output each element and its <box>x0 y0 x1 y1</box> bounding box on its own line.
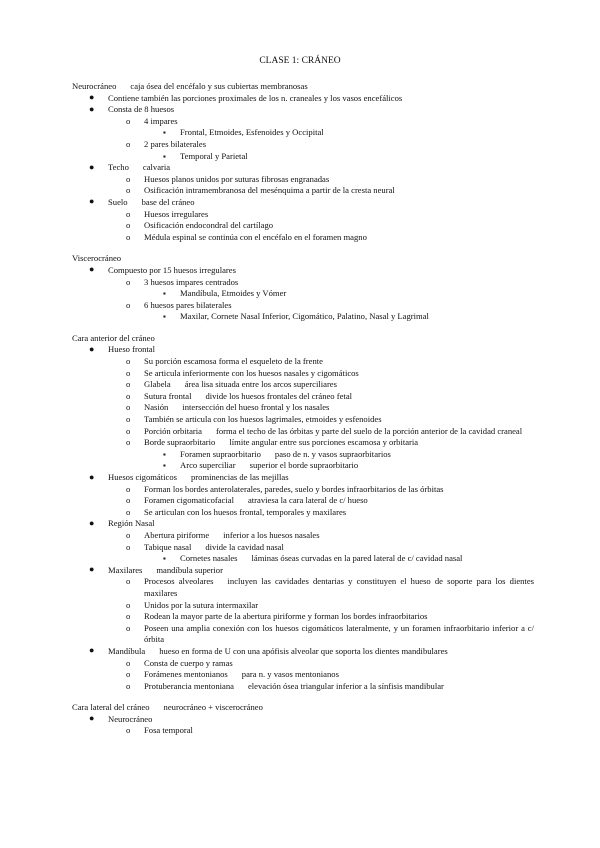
bullet-icon: ● <box>89 713 95 724</box>
circle-bullet-icon: o <box>126 622 131 633</box>
list-item: o Protuberancia mentoniana elevación ósea triangular inferior a la sínfisis mandibular <box>126 680 444 691</box>
list-item: ● Contiene también las porciones proximales de los n. craneales y los vasos encefálicos <box>89 92 403 103</box>
circle-bullet-icon: o <box>126 680 131 691</box>
circle-bullet-icon: o <box>126 576 131 587</box>
list-item: o Porción orbitaria forma el techo de las órbitas y parte del suelo de la porción anterior de la cavidad craneal <box>126 425 523 436</box>
list-item: o Poseen una amplia conexión con los huesos cigomáticos lateralmente, y un foramen infraorbitario inferior a c/ órbita <box>126 622 534 645</box>
square-bullet-icon: ▪ <box>163 449 166 459</box>
list-item: ▪ Mandíbula, Etmoides y Vómer <box>163 288 287 299</box>
circle-bullet-icon: o <box>126 379 131 390</box>
list-item: o Borde supraorbitario límite angular entre sus porciones escamosa y orbitaria <box>126 437 419 448</box>
circle-bullet-icon: o <box>126 299 131 310</box>
list-item: o Glabela área lisa situada entre los arcos superciliares <box>126 379 337 390</box>
list-item: ▪ Arco superciliar superior el borde supraorbitario <box>163 460 359 471</box>
list-item: o Sutura frontal divide los huesos frontales del cráneo fetal <box>126 390 353 401</box>
heading-label: Viscerocráneo <box>72 253 122 264</box>
list-item: o Fosa temporal <box>126 725 193 736</box>
circle-bullet-icon: o <box>126 669 131 680</box>
bullet-icon: ● <box>89 92 95 103</box>
circle-bullet-icon: o <box>126 276 131 287</box>
list-item: o Tabique nasal divide la cavidad nasal <box>126 541 284 552</box>
square-bullet-icon: ▪ <box>163 151 166 161</box>
heading-label: Neurocráneo <box>72 81 117 91</box>
list-item: o Procesos alveolares incluyen las cavidades dentarias y constituyen el hueso de soporte para los dientes maxilares <box>126 576 534 598</box>
section-heading-viscerocraneo <box>72 253 534 265</box>
list-item: o Foramen cigomaticofacial atraviesa la cara lateral de c/ hueso <box>126 495 368 506</box>
list-item: o Nasión intersección del hueso frontal y los nasales <box>126 402 330 413</box>
list-item: ● Hueso frontal <box>89 343 156 355</box>
bullet-icon: ● <box>89 161 95 172</box>
heading-desc: neurocráneo + viscerocráneo <box>163 702 263 713</box>
list-item: ● Mandíbula hueso en forma de U con una apófisis alveolar que soporta los dientes mandibulares <box>89 645 448 656</box>
list-item: ● Maxilares mandíbula superior <box>89 564 223 575</box>
notes-content <box>72 81 534 737</box>
list-item: o Se articula inferiormente con los huesos nasales y cigomáticos <box>126 367 359 378</box>
bullet-icon: ● <box>89 264 95 275</box>
list-item: ▪ Maxilar, Cornete Nasal Inferior, Cigomático, Palatino, Nasal y Lagrimal <box>163 311 429 322</box>
list-item: o Osificación intramembranosa del mesénquima a partir de la cresta neural <box>126 185 395 196</box>
square-bullet-icon: ▪ <box>163 128 166 138</box>
bullet-icon: ● <box>89 103 95 114</box>
bullet-icon: ● <box>89 343 95 354</box>
list-item: ● Huesos cigomáticos prominencias de las mejillas <box>89 471 289 482</box>
heading-desc: caja ósea del encéfalo y sus cubiertas membranosas <box>130 81 308 91</box>
list-item: o Se articulan con los huesos frontal, temporales y maxilares <box>126 506 347 517</box>
square-bullet-icon: ▪ <box>163 461 166 471</box>
circle-bullet-icon: o <box>126 657 131 668</box>
list-viscerocraneo <box>72 265 534 323</box>
list-item: ● Consta de 8 huesos <box>89 103 175 115</box>
list-cara-lateral <box>72 714 534 737</box>
square-bullet-icon: ▪ <box>163 312 166 322</box>
list-item: o Abertura piriforme inferior a los huesos nasales <box>126 529 320 540</box>
page-title: CLASE 1: CRÁNEO <box>259 56 341 66</box>
circle-bullet-icon: o <box>126 115 131 126</box>
circle-bullet-icon: o <box>126 367 131 378</box>
circle-bullet-icon: o <box>126 599 131 610</box>
list-item: ● Neurocráneo <box>89 713 153 724</box>
heading-label: Cara anterior del cráneo <box>72 332 155 343</box>
square-bullet-icon: ▪ <box>163 289 166 299</box>
list-item: o También se articula con los huesos lagrimales, etmoides y esfenoides <box>126 414 382 425</box>
bullet-icon: ● <box>89 645 95 656</box>
circle-bullet-icon: o <box>126 185 131 196</box>
list-item: o Consta de cuerpo y ramas <box>126 657 233 668</box>
circle-bullet-icon: o <box>126 220 131 231</box>
list-neurocraneo <box>72 93 534 244</box>
bullet-icon: ● <box>89 196 95 207</box>
list-item: o Su porción escamosa forma el esqueleto de la frente <box>126 356 323 367</box>
section-heading-cara-anterior <box>72 333 534 345</box>
section-heading-neurocraneo <box>72 81 534 93</box>
list-item: o 6 huesos pares bilaterales <box>126 299 232 310</box>
heading-label: Cara lateral del cráneo <box>72 702 150 713</box>
list-item: o Forámenes mentonianos para n. y vasos mentonianos <box>126 669 339 680</box>
list-item: o Médula espinal se continúa con el encéfalo en el foramen magno <box>126 231 367 242</box>
bullet-icon: ● <box>89 471 95 482</box>
circle-bullet-icon: o <box>126 208 131 219</box>
circle-bullet-icon: o <box>126 414 131 425</box>
circle-bullet-icon: o <box>126 173 131 184</box>
list-item: o 3 huesos impares centrados <box>126 276 239 287</box>
list-item: ● Suelo base del cráneo <box>89 196 195 207</box>
circle-bullet-icon: o <box>126 611 131 622</box>
list-item: o 4 impares <box>126 115 178 126</box>
circle-bullet-icon: o <box>126 725 131 736</box>
circle-bullet-icon: o <box>126 495 131 506</box>
circle-bullet-icon: o <box>126 529 131 540</box>
list-item: o Huesos planos unidos por suturas fibrosas engranadas <box>126 173 330 184</box>
circle-bullet-icon: o <box>126 437 131 448</box>
list-item: o Unidos por la sutura intermaxilar <box>126 599 259 610</box>
list-item: o Huesos irregulares <box>126 208 209 219</box>
circle-bullet-icon: o <box>126 231 131 242</box>
circle-bullet-icon: o <box>126 483 131 494</box>
circle-bullet-icon: o <box>126 506 131 517</box>
section-heading-cara-lateral <box>72 702 534 714</box>
circle-bullet-icon: o <box>126 402 131 413</box>
list-item: o Forman los bordes anterolaterales, paredes, suelo y bordes infraorbitarios de las órbitas <box>126 483 444 494</box>
list-item: o Rodean la mayor parte de la abertura piriforme y forman los bordes infraorbitarios <box>126 611 428 622</box>
circle-bullet-icon: o <box>126 138 131 149</box>
circle-bullet-icon: o <box>126 390 131 401</box>
circle-bullet-icon: o <box>126 356 131 367</box>
list-item: ● Techo calvaria <box>89 161 171 173</box>
circle-bullet-icon: o <box>126 425 131 436</box>
list-item: ● Región Nasal <box>89 517 155 529</box>
list-item: o 2 pares bilaterales <box>126 138 207 149</box>
list-item: ● Compuesto por 15 huesos irregulares <box>89 264 236 275</box>
list-item: ▪ Frontal, Etmoides, Esfenoides y Occipital <box>163 127 324 138</box>
bullet-icon: ● <box>89 517 95 528</box>
list-item: ▪ Foramen supraorbitario paso de n. y vasos supraorbitarios <box>163 448 391 459</box>
bullet-icon: ● <box>89 564 95 575</box>
circle-bullet-icon: o <box>126 541 131 552</box>
list-item: o Osificación endocondral del cartílago <box>126 220 274 231</box>
list-item: ▪ Cornetes nasales láminas óseas curvadas en la pared lateral de c/ cavidad nasal <box>163 553 463 564</box>
square-bullet-icon: ▪ <box>163 554 166 564</box>
list-item: ▪ Temporal y Parietal <box>163 150 248 161</box>
list-cara-anterior <box>72 344 534 692</box>
